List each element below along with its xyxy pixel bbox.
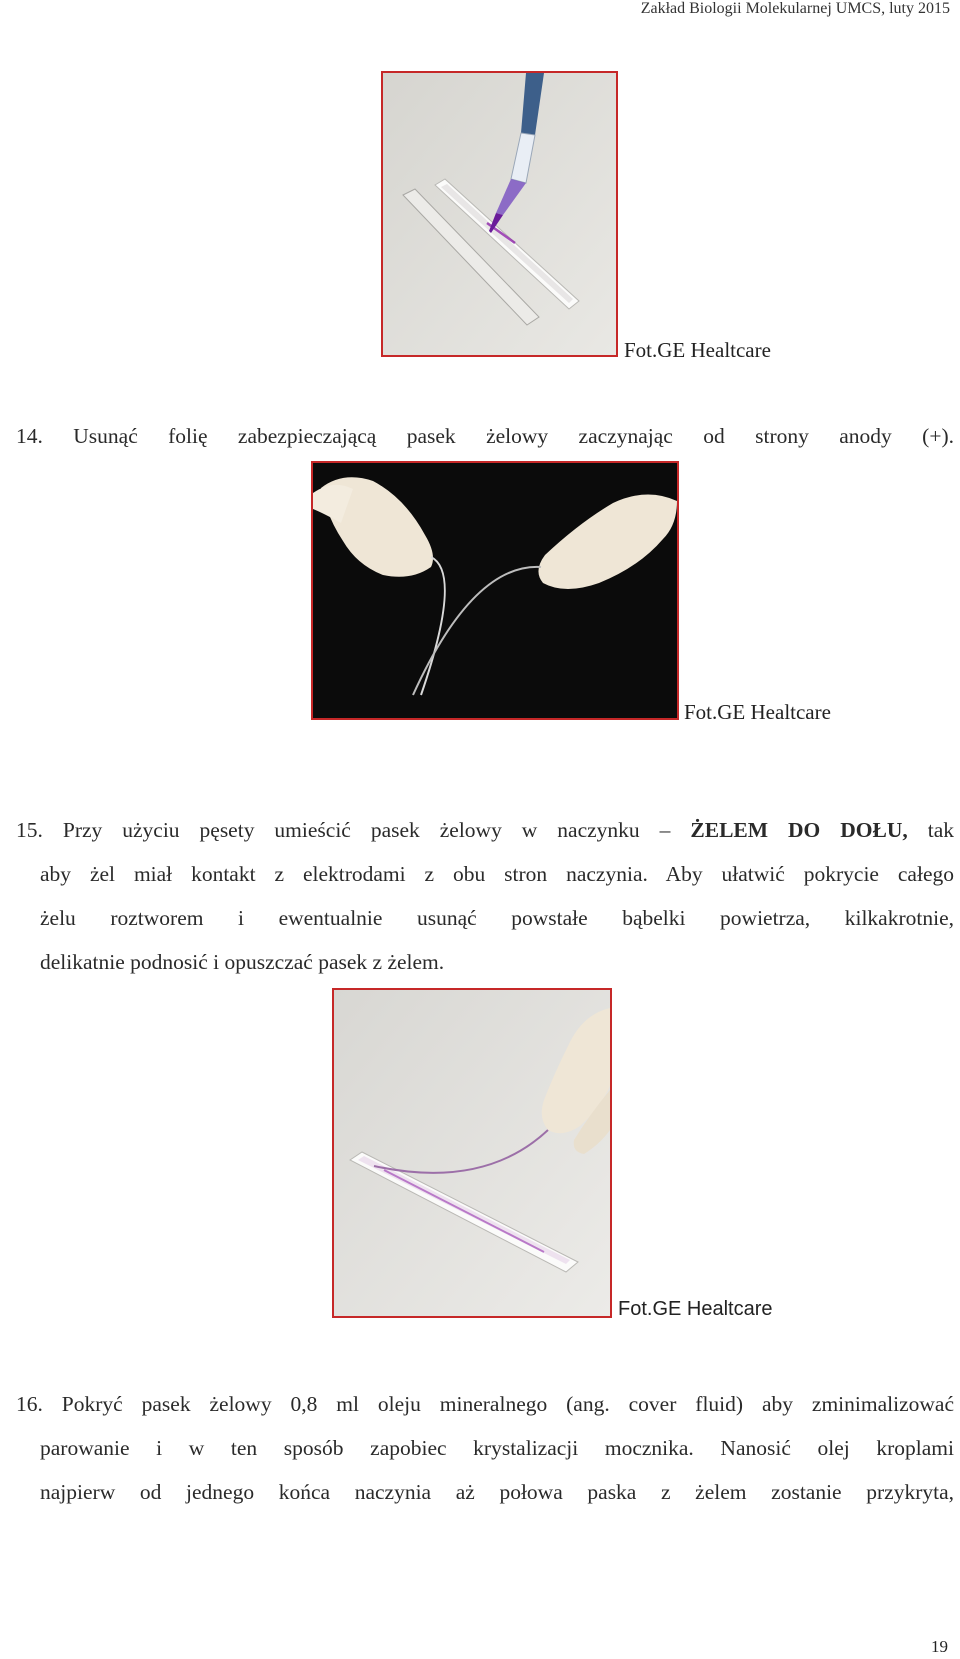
step-16-line-1: 16. Pokryć pasek żelowy 0,8 ml oleju mineralnego (ang. cover fluid) aby zminimalizować xyxy=(16,1392,955,1416)
step-number: 16. xyxy=(16,1392,43,1416)
page-number: 19 xyxy=(931,1637,948,1656)
step-text: Usunąć folię zabezpieczającą pasek żelowy zaczynając od strony anody (+). xyxy=(73,424,954,448)
step-number: 14. xyxy=(16,424,43,448)
step-15-line-1: 15. Przy użyciu pęsety umieścić pasek żelowy w naczynku – ŻELEM DO DOŁU, tak xyxy=(16,818,955,842)
hands-illustration xyxy=(313,463,677,718)
strip-illustration xyxy=(334,990,610,1316)
step-number: 15. xyxy=(16,818,43,842)
step-16-line-3: najpierw od jednego końca naczynia aż połowa paska z żelem zostanie przykryta, xyxy=(40,1480,954,1504)
photo-caption: Fot.GE Healtcare xyxy=(684,700,831,724)
step-15 xyxy=(16,808,954,984)
step-14 xyxy=(16,414,954,458)
photo-caption: Fot.GE Healtcare xyxy=(618,1298,773,1320)
page-header: Zakład Biologii Molekularnej UMCS, luty 2015 xyxy=(640,0,950,17)
step-16 xyxy=(16,1382,954,1514)
photo-peeling-foil xyxy=(311,461,679,720)
emphasis-gel-down: ŻELEM DO DOŁU, xyxy=(690,818,908,842)
step-14-line xyxy=(16,414,954,458)
step-15-line-2: aby żel miał kontakt z elektrodami z obu stron naczynia. Aby ułatwić pokrycie całego xyxy=(40,862,954,886)
photo-lowering-strip xyxy=(332,988,612,1318)
step-16-line-2: parowanie i w ten sposób zapobiec krystalizacji mocznika. Nanosić olej kroplami xyxy=(40,1436,954,1460)
pipette-illustration xyxy=(383,73,616,355)
step-15-line-4: delikatnie podnosić i opuszczać pasek z żelem. xyxy=(40,950,445,974)
photo-pipette-strip-holder xyxy=(381,71,618,357)
photo-caption: Fot.GE Healtcare xyxy=(624,338,771,362)
step-15-line-3: żelu roztworem i ewentualnie usunąć powstałe bąbelki powietrza, kilkakrotnie, xyxy=(40,906,954,930)
